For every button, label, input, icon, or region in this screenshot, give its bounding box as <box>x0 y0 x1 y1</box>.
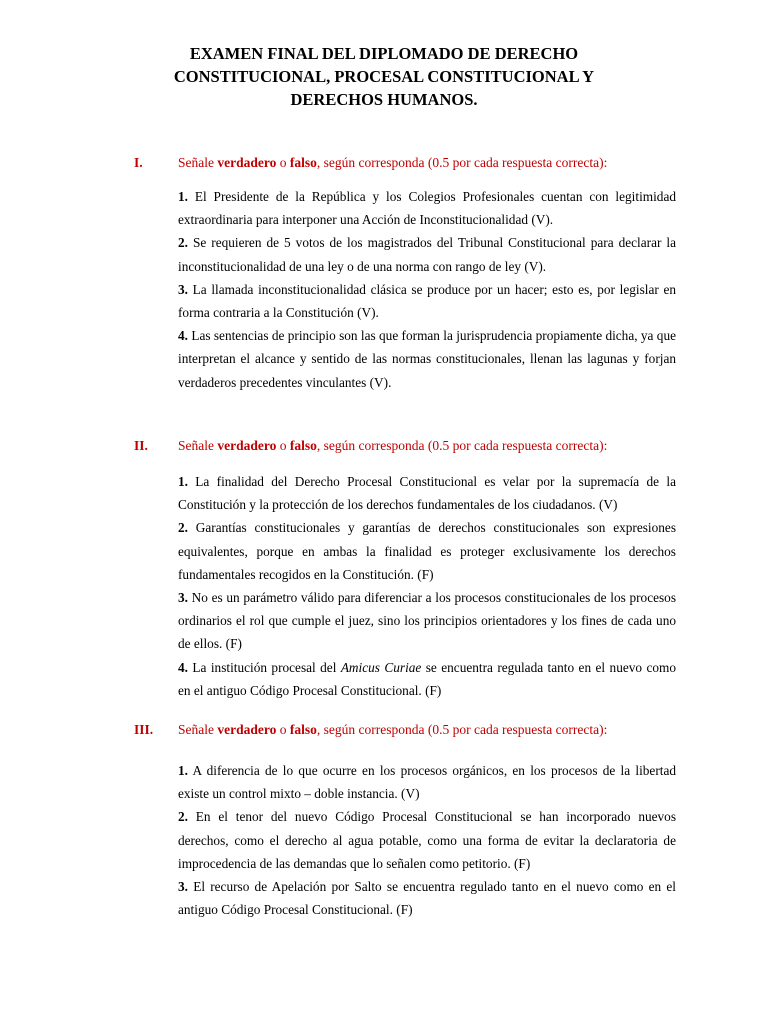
section-2-instruction: Señale verdadero o falso, según corresponda (0.5 por cada respuesta correcta): <box>178 438 608 453</box>
list-item: 4. Las sentencias de principio son las que forman la jurisprudencia propiamente dicha, ya que interpretan el alcance y sentido de las normas constitucionales, llenan las lagunas y forjan verdaderos precedentes vinculantes (V). <box>178 328 676 390</box>
section-3-numeral: III. <box>134 722 154 737</box>
list-item: 1. A diferencia de lo que ocurre en los procesos orgánicos, en los procesos de la libertad existe un control mixto – doble instancia. (V) <box>178 763 676 802</box>
list-item: 3. El recurso de Apelación por Salto se encuentra regulado tanto en el nuevo como en el antiguo Código Procesal Constitucional. (F) <box>178 879 676 918</box>
list-item: 1. La finalidad del Derecho Procesal Constitucional es velar por la supremacía de la Constitución y la protección de los derechos fundamentales de los ciudadanos. (V) <box>178 474 676 513</box>
list-item: 2. Garantías constitucionales y garantías de derechos constitucionales son expresiones equivalentes, porque en ambas la finalidad es proteger exclusivamente los derechos fundamentales recogidos en la Constitución. (F) <box>178 520 676 582</box>
section-3-items <box>178 759 676 921</box>
section-1-instruction: Señale verdadero o falso, según corresponda (0.5 por cada respuesta correcta): <box>178 155 608 170</box>
exam-title-line-2: CONSTITUCIONAL, PROCESAL CONSTITUCIONAL Y <box>173 67 595 86</box>
exam-title <box>120 42 648 111</box>
list-item: 4. La institución procesal del Amicus Curiae se encuentra regulada tanto en el nuevo como en el antiguo Código Procesal Constitucional. (F) <box>178 659 677 698</box>
list-item: 1. El Presidente de la República y los Colegios Profesionales cuentan con legitimidad extraordinaria para interponer una Acción de Inconstitucionalidad (V). <box>178 189 676 228</box>
list-item: 2. Se requieren de 5 votos de los magistrados del Tribunal Constitucional para declarar la inconstitucionalidad de una ley o de una norma con rango de ley (V). <box>178 235 676 274</box>
section-1-numeral: I. <box>134 155 143 170</box>
list-item: 3. La llamada inconstitucionalidad clásica se produce por un hacer; esto es, por legislar en forma contraria a la Constitución (V). <box>178 281 676 321</box>
exam-title-line-3: DERECHOS HUMANOS. <box>290 90 478 109</box>
section-2-numeral: II. <box>134 438 148 453</box>
exam-title-line-1: EXAMEN FINAL DEL DIPLOMADO DE DERECHO <box>189 44 579 63</box>
section-1-items <box>178 185 676 394</box>
section-3-instruction: Señale verdadero o falso, según corresponda (0.5 por cada respuesta correcta): <box>178 722 608 737</box>
list-item: 3. No es un parámetro válido para diferenciar a los procesos constitucionales de los procesos ordinarios el rol que cumple el juez, sino los principios orientadores y los fines de cada uno de ellos. (F) <box>178 590 676 652</box>
section-2-items <box>178 470 676 702</box>
list-item: 2. En el tenor del nuevo Código Procesal Constitucional se han incorporado nuevos derechos, como el derecho al agua potable, como una forma de evitar la declaratoria de improcedencia de las demandas que lo señalen como petitorio. (F) <box>178 809 676 871</box>
